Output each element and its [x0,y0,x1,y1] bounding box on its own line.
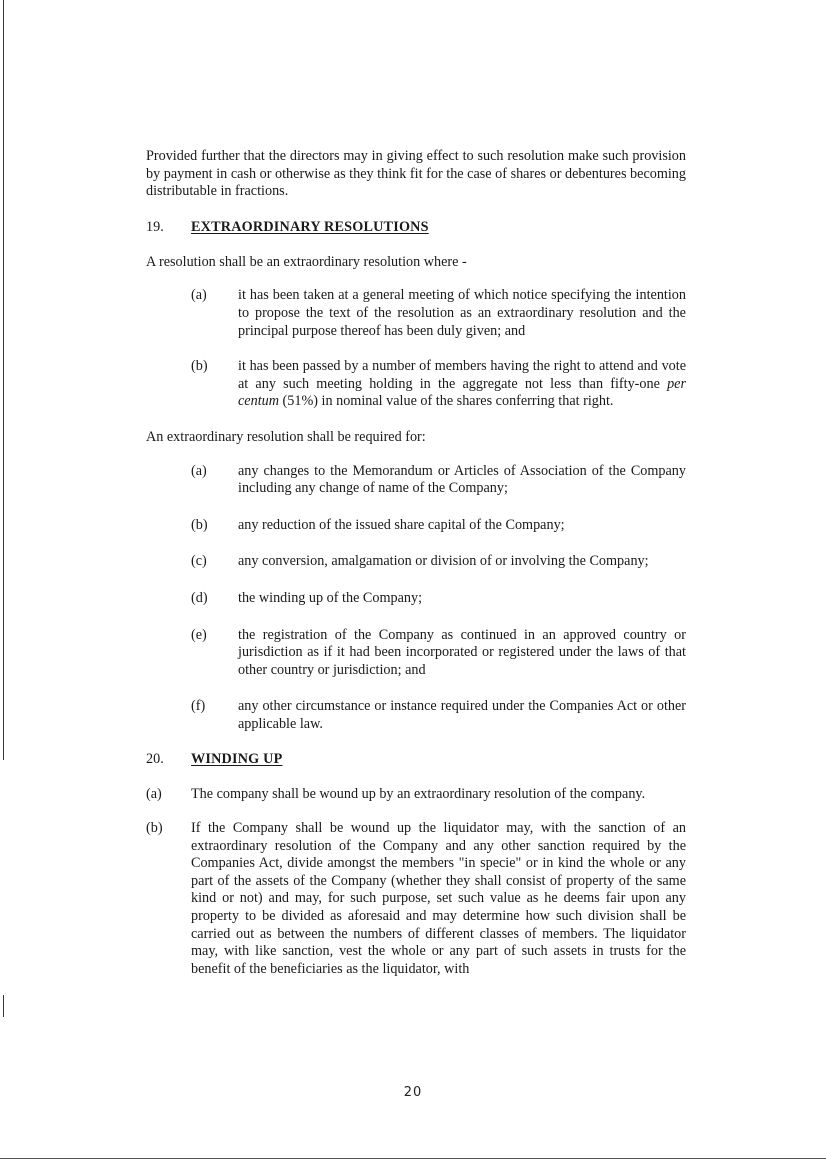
winding-up-item [146,820,686,978]
document-page [146,148,686,978]
required-text: any other circumstance or instance required under the Companies Act or other applicable law. [238,698,686,732]
intro-paragraph: Provided further that the directors may in giving effect to such resolution make such provision by payment in cash or otherwise as they think fit for the case of shares or debentures becoming distributable in fractions. [146,148,686,200]
required-item [146,590,686,608]
winding-up-item [146,786,686,804]
condition-marker: (b) [191,358,208,375]
winding-up-text: The company shall be wound up by an extraordinary resolution of the company. [191,786,646,803]
required-text: any conversion, amalgamation or division of or involving the Company; [238,553,649,570]
section-19-title: EXTRAORDINARY RESOLUTIONS [191,218,429,235]
section-20-heading [146,751,686,769]
required-item [146,463,686,498]
scan-edge-mark [3,995,4,1017]
required-lead: An extraordinary resolution shall be required for: [146,428,426,445]
page-number: 20 [403,1085,423,1100]
required-marker: (c) [191,553,207,570]
required-marker: (a) [191,462,207,479]
required-marker: (b) [191,516,208,533]
condition-marker: (a) [191,287,207,304]
section-19-lead: A resolution shall be an extraordinary resolution where - [146,253,467,270]
required-text: any reduction of the issued share capital of the Company; [238,516,565,533]
scan-edge-line [3,0,4,760]
condition-item [146,287,686,340]
condition-text-part: (51%) in nominal value of the shares conferring that right. [278,393,614,410]
condition-item [146,358,686,411]
required-item [146,517,686,535]
required-text: the registration of the Company as continued in an approved country or jurisdiction as if it had been incorporated or registered under the laws of that other country or jurisdiction; and [238,626,686,678]
required-text: any changes to the Memorandum or Articles of Association of the Company including any change of name of the Company; [238,462,686,497]
winding-up-text: If the Company shall be wound up the liquidator may, with the sanction of an extraordinary resolution of the Company and any other sanction required by the Companies Act, divide amongst the members "in specie" or in kind the whole or any part of the assets of the Company (whether they shall consist of property of the same kind or not) and may, for such purpose, set such value as he deems fair upon any property to be divided as aforesaid and may determine how such division shall be carried out as between the numbers of different classes of members. The liquidator may, with like sanction, vest the whole or any part of such assets in trusts for the benefit of the beneficiaries as the liquidator, with [191,820,686,977]
condition-text: it has been taken at a general meeting of which notice specifying the intention to propose the text of the resolution as an extraordinary resolution and the principal purpose thereof has been duly given; and [238,287,686,339]
condition-text-italic: per centum [238,375,686,410]
required-marker: (e) [191,626,207,643]
winding-up-marker: (a) [146,786,162,803]
required-item [146,698,686,733]
required-item [146,627,686,680]
required-text: the winding up of the Company; [238,589,423,606]
section-20-number: 20. [146,751,164,768]
condition-text [238,358,686,411]
condition-text-part: it has been passed by a number of members having the right to attend and vote at any such meeting holding in the aggregate not less than fifty-one [238,358,686,392]
required-item [146,553,686,571]
section-20-title: WINDING UP [191,751,283,768]
required-marker: (f) [191,698,206,715]
section-19-number: 19. [146,218,164,235]
winding-up-marker: (b) [146,820,163,837]
required-marker: (d) [191,589,208,606]
scan-bottom-rule [0,1158,826,1159]
section-19-heading [146,219,686,237]
